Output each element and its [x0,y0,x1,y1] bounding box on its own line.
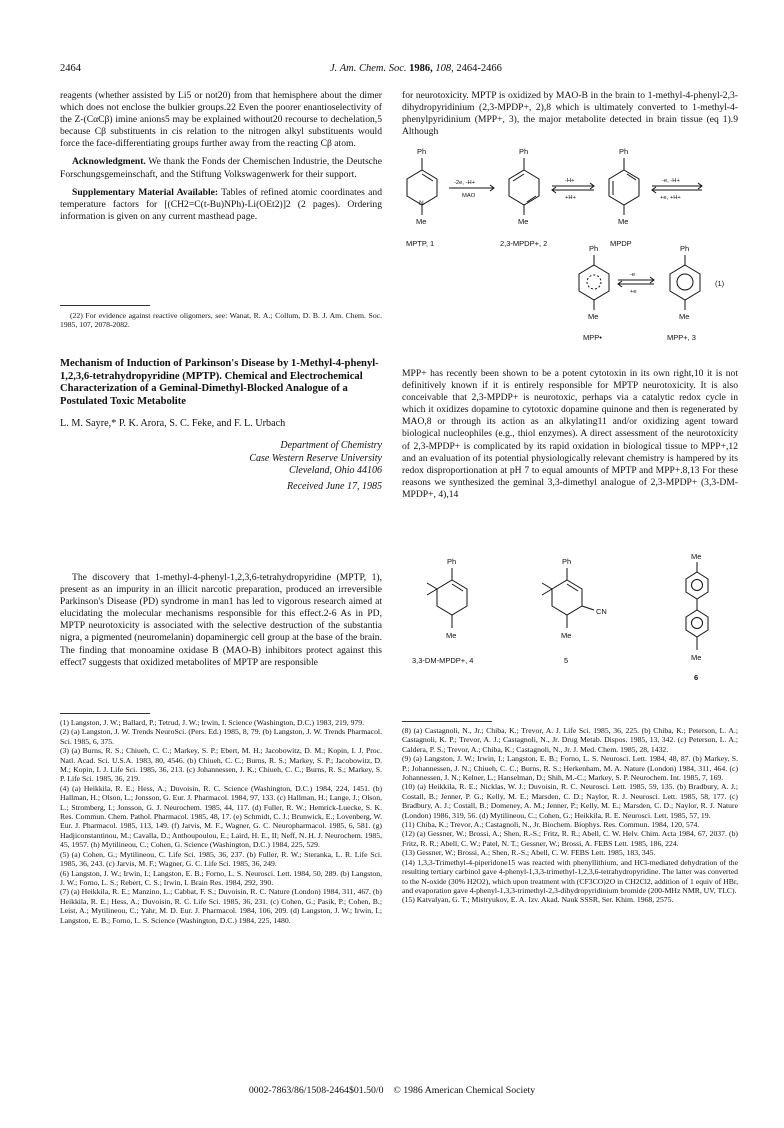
supplementary-text: Tables of refined atomic coordinates and temperature factors for [(CH2=C(t-Bu)NPh)-Li(OEt2)]2 (2 pages). Ordering information is given on any current masthead page. [60,186,383,222]
mptp-me-label: Me [416,217,427,226]
scheme-1-labels [406,147,725,342]
right-paragraph-1: for neurotoxicity. MPTP is oxidized by MAO-B in the brain to 1-methyl-4-phenyl-2,3-dihydropyridinium (2,3-MPDP+, 2),8 which is ultimately converted to 1-methyl-4-phenylpyridinium (MPP+, 3), the major metabolite detected in brain tissue (eq 1).9 Although [402,90,738,138]
compound-4-me-label: Me [446,631,457,640]
scheme-compounds-4-5-6 [402,550,738,700]
footnote-13: (13) Gessner, W.; Brossi, A.; Shen, R.-S.; Abell, C. W. FEBS Lett. 1985, 183, 345. [402,848,656,858]
mpp-aromatic-circle [677,274,693,290]
article-header [60,358,382,493]
article-title: Mechanism of Induction of Parkinson's Disease by 1-Methyl-4-phenyl-1,2,3,6-tetrahydropyridine (MPTP). Chemical and Electrochemical Characterization of a Geminal-Dimethyl-Blocked Analogue of a Postulated Toxic Metabolite [60,358,379,407]
previous-article-paragraph: reagents (whether assisted by Li5 or not20) from that hemisphere about the dimer which does not enclose the bulkier groups.22 Even the poorer enantioselectivity of the Z-(CαCβ) imine anions5 may be explained without20 recourse to dechelation,5 because Cβ substituents in cis relation to the nitrogen alkyl substituents would force the face-differentiating groups further away from the reacting Cβ atom. [60,90,382,150]
footnote-9: (9) (a) Langston, J. W.; Irwin, I.; Langston, E. B.; Forno, L. S. Neurosci. Lett. 1984, 48, 87. (b) Markey, S. P.; Johannessen, J. N.; Chiueh, C. C.; Burns, R. S.; Herkenham, M. A. Nature (London) 1984, 311, 464. (c) Johannessen, J. N.; Kelner, L.; Hanselman, D.; Shih, M.-C.; Markey, S. P. Neurochem. Int. 1985, 7, 169. [402,754,738,783]
page-number: 2464 [60,63,81,74]
mpp-radical-me-label: Me [588,312,599,321]
footnote-4: (4) (a) Heikkila, R. E.; Hess, A.; Duvoisin, R. C. Science (Washington, D.C.) 1984, 224, 1451. (b) Hallman, H.; Olson, L.; Jonsson, G. Eur. J. Pharmacol. 1984, 97, 133. (c) Hallman, H.; Lange, J.; Olson, L.; Stromberg, I.; Jonsson, G. J. Neurochem. 1985, 44, 117. (d) Fuller, R. W.; Hemrick-Luecke, S. K. Res. Commun. Chem. Pathol. Pharmacol. 1985, 48, 17. (e) Schmidt, C. J.; Brunwick, E.; Lovenberg, W. Eur. J. Pharmacol. 1985, 113, 149. (f) Jarvis, M. F., Wagner, G. C. Neuropharmacol. 1985, 6, 581. (g) Hadjiconstantinou, M.; Cavalla, D.; Anthoupoulou, E.; Laird, H. E., II; Neff, N. H. J. Neurochem. 1985, 45, 1957. (h) Mytilineou, C.; Cohen, G. Science (Washington, D.C.) 1984, 225, 529. [60,783,382,850]
mptp-n-label: N [419,200,424,207]
acknowledgment-text: We thank the Fonds der Chemischen Industrie, the Deutsche Forschungsgemeinschaft, and the Stiftung Volkswagenwerk for their support. [60,156,382,180]
previous-article-footnote [60,311,382,330]
compound-6-me-top-label: Me [691,552,702,561]
mpdp23-ph-label: Ph [519,147,529,156]
article-body-left [60,572,382,669]
footnote-rule-left [60,713,150,714]
footnote-11: (11) Chiba, K.; Trevor, A.; Castagnoli, N., Jr. Biochem. Biophys. Res. Commun. 1984, 120, 574. [402,820,700,830]
mptp-ph-label: Ph [417,147,427,156]
footnote-15: (15) Katvalyan, G. T.; Mistryukov, E. A. Izv. Akad. Nauk SSSR, Ser. Khim. 1968, 2575. [402,895,674,905]
right-paragraph-2: MPP+ has recently been shown to be a potent cytotoxin in its own right,10 it is not definitively known if it is entirely responsible for MPTP neurotoxicity. It is also conceivable that 2,3-MPDP+ is neurotoxic, perhaps via a catalytic redox cycle in which it oxidizes dopamine to cytotoxic dopamine quinone and then is regenerated by MAO,8 or through its action as an alkylating11 and/or oxidizing agent toward biological nucleophiles (e.g., thiol enzymes). A direct assessment of the neurotoxicity of 2,3-MPDP+ is complicated by its rapid oxidation in biological tissue to MPP+,12 and an evaluation of its potential physiologically relevant chemistry is hampered by its redox disproportionation at pH 7 to equal amounts of MPTP and MPP+.8,13 For these reasons we synthesized the geminal 3,3-dimethyl analogue of 2,3-MPDP+ (3,3-DM-MPDP+, 4),14 [402,368,738,500]
mpdp23-ring [509,170,539,205]
mpdp-ph-label: Ph [619,147,629,156]
footnote-12: (12) (a) Gessner, W.; Brossi, A.; Shen, R.-S.; Fritz, R. R.; Abell, C. W. Helv. Chim. Acta 1984, 67, 2037. (b) Fritz, R. R.; Abell, C. W.; Patel, N. T.; Gessner, W.; Brossi, A. FEBS Lett. 1985, 186, 224. [402,829,738,848]
received-date: Received June 17, 1985 [287,480,382,492]
mpp-radical-ph-label: Ph [589,244,599,253]
compound-6-ring-bottom [686,610,708,637]
footnote-8: (8) (a) Castagnoli, N., Jr.; Chiba, K.; Trevor, A. J. Life Sci. 1985, 36, 225. (b) Chiba, K.; Peterson, L. A.; Castagnoli, K. P.; Trevor, A. J.; Castagnoli, N., Jr. Drug Metab. Dispos. 1985, 13, 342. (c) Peterson, L. A.; Caldera, P. S.; Trevor, A.; Chiba, K.; Castagnoli, N., Jr. J. Med. Chem. 1985, 28, 1432. [402,726,738,754]
page-footer [0,1085,784,1096]
footer-copyright: © 1986 American Chemical Society [393,1085,536,1096]
scheme-1-drawing [402,140,738,365]
compound-4-methyl-1 [427,583,437,589]
footer-code: 0002-7863/86/1508-2464$01.50/0 [248,1085,384,1096]
article-authors: L. M. Sayre,* P. K. Arora, S. C. Feke, and F. L. Urbach [60,418,286,430]
supplementary-material [60,187,382,223]
compound-5-me-label: Me [561,631,572,640]
mpp-radical-dashed-circle [587,275,601,289]
compound-5-cn-label: CN [596,607,607,616]
affiliation-department: Department of Chemistry [280,440,382,452]
journal-citation [330,63,502,74]
compound-6-ring-bottom-circle [692,618,703,629]
running-header [60,63,740,77]
scheme-1-structures [407,158,702,310]
journal-volume: 108, [435,63,454,74]
compound-6-label: 6 [694,673,699,682]
acknowledgment-heading: Acknowledgment. [72,156,146,168]
footnote-rule [60,305,150,306]
right-footnotes [402,726,738,905]
footnote-22: (22) For evidence against reactive oligomers, see: Wanat, R. A.; Collum, D. B. J. Am. Chem. Soc. 1985, 107, 2078-2082. [60,311,382,330]
article-body-right-mid [402,368,738,501]
compound-4-label: 3,3-DM-MPDP+, 4 [412,656,474,665]
compound-5-methyl-1 [542,583,552,589]
compound-4-methyl-2 [427,589,437,595]
mpdp23-me-label: Me [518,217,529,226]
footnote-5: (5) (a) Cohen, G.; Mytilineou, C. Life Sci. 1985, 36, 237. (b) Fuller, R. W.; Steranka, L. R. Life Sci. 1985, 36, 243. (c) Jarvis, M. F.; Wagner, G. C. Life Sci. 1985, 36, 249. [60,849,382,869]
previous-article-ending [60,90,382,223]
mpp-radical-compound-label: MPP• [583,333,602,342]
article-body-right-top [402,90,738,138]
affiliation [60,440,382,493]
journal-abbrev: J. Am. Chem. Soc. [330,63,407,74]
compound-5-ph-label: Ph [562,557,572,566]
arrow-2-bottom-label: +H+ [565,195,576,201]
arrow-3-top-label: -e, -H+ [662,178,680,184]
left-footnotes [60,718,382,925]
mpp-me-label: Me [679,312,690,321]
scheme-equation-1 [402,140,738,365]
footnote-7: (7) (a) Heikkila, R. E.; Manzino, L.; Cabbat, F. S.; Duvoisin, R. C. Nature (London) 1984, 311, 467. (b) Heikkila, R. E.; Hess, A.; Duvoisin, R. C. Life Sci. 1985, 36, 231. (c) Cohen, G.; Pasik, P.; Cohen, B.; Leist, A.; Mytilineou, C.; Yahr, M. D. Eur. J. Pharmacol. 1984, 106, 209. (d) Langston, J. W.; Irwin, I.; Langston, E. B.; Forno, L. S. Science (Washington, D.C.) 1984, 225, 1480. [60,887,382,925]
arrow-4-top-label: -e [630,272,636,278]
arrow-1-bottom-label: MAO [462,193,476,199]
mptp-compound-label: MPTP, 1 [406,239,435,248]
footnote-1: (1) Langston, J. W.; Ballard, P.; Tetrud, J. W.; Irwin, I. Science (Washington, D.C.) 1983, 219, 979. [60,718,365,727]
mpdp23-compound-label: 2,3-MPDP+, 2 [500,239,548,248]
footnote-2: (2) (a) Langston, J. W. Trends NeuroSci. (Pers. Ed.) 1985, 8, 79. (b) Langston, J. W. Trends Pharmacol. Sci. 1985, 6, 375. [60,727,382,746]
footnote-10: (10) (a) Heikkila, R. E.; Nicklas, W. J.; Duvoisin, R. C. Neurosci. Lett. 1985, 59, 135. (b) Bradbury, A. J.; Costall, B.; Jenner, P. G.; Kelly, M. E.; Marsden, C. D.; Naylor, R. J. Neurosci. Lett. 1985, 58, 177. (c) Bradbury, A. J.; Costall, B.; Domeney, A. M.; Jenner, P.; Kelly, M. E.; Marsden, C. D.; Naylor, R. J. Nature (London) 1986, 319, 56. (d) Mytilineou, C.; Cohen, G.; Heikkila, R. E. Neurosci. Lett. 1985, 57, 19. [402,782,738,820]
compound-5-cn-bond [582,606,594,610]
affiliation-university: Case Western Reserve University [249,452,382,464]
arrow-1-top-label: -2e, -H+ [454,180,476,186]
compound-6-ring-top-circle [692,580,703,591]
supplementary-heading: Supplementary Material Available: [72,186,219,198]
compound-5-ring [552,580,582,615]
footnote-14: (14) 1,3,3-Trimethyl-4-piperidone15 was reacted with phenyllithium, and HCl-mediated dehydration of the resulting tertiary carbinol gave 4-phenyl-1,3,3-trimethyl-1,2,3,6-tetrahydropyridine. The latter was converted to the N-oxide (30% H2O2), which upon treatment with (CF3CO)2O in CH2Cl2, addition of 1 equiv of HBr, and evaporation gave 4-phenyl-1,3,3-trimethyl-2,3-dihydropyridinium bromide (200-MHz NMR, UV, TLC). [402,857,738,895]
equation-number: (1) [715,279,725,288]
mpdp-me-label: Me [618,217,629,226]
footnote-6: (6) Langston, J. W.; Irwin, I.; Langston, E. B.; Forno, L. S. Neurosci. Lett. 1984, 50, 289. (b) Langston, J. W.; Forno, L. S.; Rebert, C. S.; Irwin, I. Brain Res. 1984, 292, 390. [60,868,382,887]
compound-6-ring-top [686,572,708,599]
mpp-compound-label: MPP+, 3 [667,333,696,342]
compound-5-label: 5 [564,656,569,665]
article-intro-paragraph: The discovery that 1-methyl-4-phenyl-1,2,3,6-tetrahydropyridine (MPTP, 1), present as an impurity in an illicit narcotic preparation, produced an irreversible Parkinson's Disease (PD) syndrome in man1 has led to vigorous research aimed at elucidating the molecular mechanisms responsible for this effect.2-6 As in PD, MPTP neurotoxicity is associated with the selective destruction of the substantia nigra, a pigmented (neuromelanin) dopaminergic cell group at the base of the brain. The finding that monoamine oxidase B (MAO-B) inhibitors protect against this effect7 suggests that oxidized metabolites of MPTP are responsible [60,572,382,668]
compound-4-ph-label: Ph [447,557,457,566]
mpp-radical-ring [579,265,609,300]
compound-4-ring [437,580,467,615]
acknowledgment [60,156,382,180]
affiliation-city: Cleveland, Ohio 44106 [288,465,382,477]
mpdp-compound-label: MPDP [610,239,632,248]
compound-5-methyl-2 [542,589,552,595]
footnote-rule-right [402,721,492,722]
arrow-2-top-label: -H+ [565,178,575,184]
journal-year: 1986, [409,63,433,74]
compound-6-me-bottom-label: Me [691,653,702,662]
journal-pages: 2464-2466 [456,63,502,74]
arrow-4-bottom-label: +e [630,289,637,295]
scheme-2-labels [412,552,701,682]
mpp-ring [670,265,700,300]
scheme-2-drawing [402,550,738,700]
footnote-3: (3) (a) Burns, R. S.; Chiueh, C. C.; Markey, S. P.; Ebert, M. H.; Jacobowitz, D. M.; Kopin, I. J. Proc. Natl. Acad. Sci. U.S.A. 1983, 80, 4546. (b) Chiueh, C. C.; Burns, R. S.; Markey, S. P.; Jacobowitz, D. M.; Kopin, I. J. Life Sci. 1985, 36, 213. (c) Johannessen, J. K.; Chiueh, C. C.; Burns, R. S.; Markey, S. P. Life Sci. 1985, 36, 219. [60,746,382,784]
mpp-ph-label: Ph [680,244,690,253]
arrow-3-bottom-label: +e, +H+ [660,195,681,201]
